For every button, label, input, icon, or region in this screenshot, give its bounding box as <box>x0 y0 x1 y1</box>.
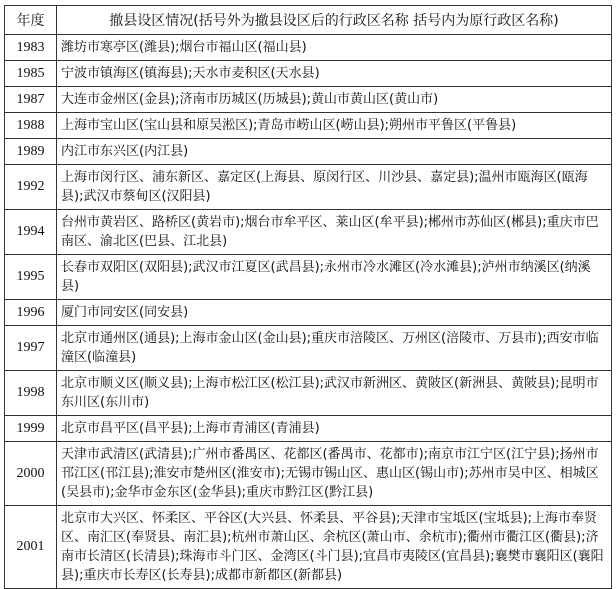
header-row <box>5 6 612 35</box>
district-change-cell: 台州市黄岩区、路桥区(黄岩市);烟台市牟平区、莱山区(牟平县);郴州市苏仙区(郴县);重庆市巴南区、渝北区(巴县、江北县) <box>57 210 612 255</box>
year-cell: 1989 <box>5 139 57 165</box>
table-row <box>5 87 612 113</box>
year-cell: 1998 <box>5 371 57 416</box>
year-cell: 1987 <box>5 87 57 113</box>
table-row <box>5 139 612 165</box>
year-cell: 1999 <box>5 416 57 442</box>
table-row <box>5 442 612 506</box>
year-cell: 1995 <box>5 255 57 300</box>
year-cell: 1996 <box>5 300 57 326</box>
table-row <box>5 416 612 442</box>
table-row <box>5 61 612 87</box>
year-cell: 1983 <box>5 35 57 61</box>
district-change-cell: 天津市武清区(武清县);广州市番禺区、花都区(番禺市、花都市);南京市江宁区(江宁县);扬州市邗江区(邗江县);淮安市楚州区(淮安市);无锡市锡山区、惠山区(锡山市);苏州市吴中区、相城区(吴县市);金华市金东区(金华县);重庆市黔江区(黔江县) <box>57 442 612 506</box>
district-change-cell: 内江市东兴区(内江县) <box>57 139 612 165</box>
district-change-cell: 上海市宝山区(宝山县和原吴淞区);青岛市崂山区(崂山县);朔州市平鲁区(平鲁县) <box>57 113 612 139</box>
table-row <box>5 113 612 139</box>
table-row <box>5 506 612 589</box>
table-row <box>5 326 612 371</box>
table-body <box>5 35 612 589</box>
district-change-cell: 上海市闵行区、浦东新区、嘉定区(上海县、原闵行区、川沙县、嘉定县);温州市瓯海区(瓯海县);武汉市蔡甸区(汉阳县) <box>57 165 612 210</box>
district-change-cell: 宁波市镇海区(镇海县);天水市麦积区(天水县) <box>57 61 612 87</box>
district-change-cell: 厦门市同安区(同安县) <box>57 300 612 326</box>
district-change-cell: 北京市大兴区、怀柔区、平谷区(大兴县、怀柔县、平谷县);天津市宝坻区(宝坻县);上海市奉贤区、南汇区(奉贤县、南汇县);杭州市萧山区、余杭区(萧山市、余杭市);衢州市衢江区(衢县);济南市长清区(长清县);珠海市斗门区、金湾区(斗门县);宜昌市夷陵区(宜昌县);襄樊市襄阳区(襄阳县);重庆市长寿区(长寿县);成都市新都区(新都县) <box>57 506 612 589</box>
year-cell: 1988 <box>5 113 57 139</box>
year-cell: 1992 <box>5 165 57 210</box>
table-row <box>5 165 612 210</box>
district-change-cell: 北京市顺义区(顺义县);上海市松江区(松江县);武汉市新洲区、黄陂区(新洲县、黄陂县);昆明市东川区(东川市) <box>57 371 612 416</box>
year-cell: 1994 <box>5 210 57 255</box>
year-header: 年度 <box>5 6 57 35</box>
table-row <box>5 35 612 61</box>
table-row <box>5 210 612 255</box>
district-change-cell: 北京市昌平区(昌平县);上海市青浦区(青浦县) <box>57 416 612 442</box>
district-change-cell: 北京市通州区(通县);上海市金山区(金山县);重庆市涪陵区、万州区(涪陵市、万县市);西安市临潼区(临潼县) <box>57 326 612 371</box>
description-header: 撤县设区情况(括号外为撤县设区后的行政区名称 括号内为原行政区名称) <box>57 6 612 35</box>
district-change-cell: 潍坊市寒亭区(潍县);烟台市福山区(福山县) <box>57 35 612 61</box>
table-row <box>5 255 612 300</box>
table-row <box>5 371 612 416</box>
year-cell: 2000 <box>5 442 57 506</box>
year-cell: 1985 <box>5 61 57 87</box>
year-cell: 1997 <box>5 326 57 371</box>
year-cell: 2001 <box>5 506 57 589</box>
district-change-cell: 大连市金州区(金县);济南市历城区(历城县);黄山市黄山区(黄山市) <box>57 87 612 113</box>
county-to-district-table <box>4 5 612 589</box>
table-row <box>5 300 612 326</box>
district-change-cell: 长春市双阳区(双阳县);武汉市江夏区(武昌县);永州市冷水滩区(冷水滩县);泸州市纳溪区(纳溪县) <box>57 255 612 300</box>
